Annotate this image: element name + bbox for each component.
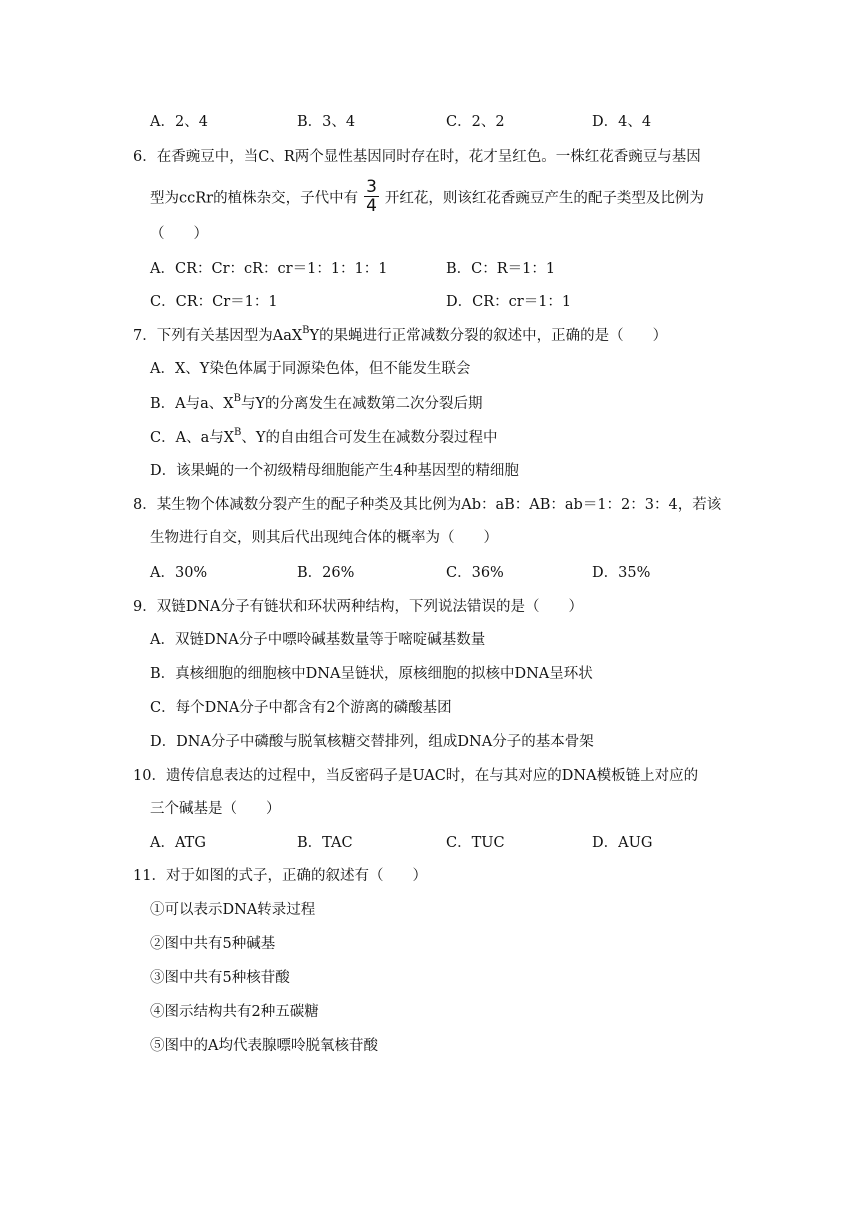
q8-option-b: B．26%	[297, 565, 355, 581]
q10-stem-line2: 三个碱基是（ ）	[150, 801, 281, 817]
q5-option-b: B．3、4	[297, 114, 356, 130]
q6-stem-line1: 6．在香豌豆中，当C、R两个显性基因同时存在时，花才呈红色。一株红花香豌豆与基因	[133, 149, 701, 165]
q9-stem: 9．双链DNA分子有链状和环状两种结构，下列说法错误的是（ ）	[133, 599, 584, 615]
q7-stem	[133, 326, 667, 346]
q5-option-c: C．2、2	[446, 114, 505, 130]
q6-option-a: A．CR：Cr：cR：cr＝1：1：1：1	[150, 261, 388, 277]
q6-stem-post: 开红花，则该红花香豌豆产生的配子类型及比例为	[384, 190, 704, 207]
q11-item-3: ③图中共有5种核苷酸	[150, 970, 290, 986]
q10-option-c: C．TUC	[446, 835, 505, 851]
q8-option-a: A．30%	[150, 565, 208, 581]
q11-stem: 11．对于如图的式子，正确的叙述有（ ）	[133, 868, 427, 884]
q6-option-c: C．CR：Cr＝1：1	[150, 294, 278, 310]
q7-option-d: D．该果蝇的一个初级精母细胞能产生4种基因型的精细胞	[150, 463, 519, 479]
q7-option-c-pre: C．A、a与X	[150, 430, 235, 446]
q8-option-d: D．35%	[592, 565, 651, 581]
q7-option-b-post: 与Y的分离发生在减数第二次分裂后期	[240, 396, 483, 412]
q6-answer-paren: （ ）	[150, 226, 208, 242]
q10-option-d: D．AUG	[592, 835, 653, 851]
q7-option-c-post: 、Y的自由组合可发生在减数分裂过程中	[241, 430, 498, 446]
q7-stem-post: Y的果蝇进行正常减数分裂的叙述中，正确的是（ ）	[309, 328, 668, 344]
q7-option-b	[150, 394, 483, 414]
q9-option-c: C．每个DNA分子中都含有2个游离的磷酸基团	[150, 700, 452, 716]
q6-stem-line2	[150, 177, 704, 217]
q6-fraction-denominator: 4	[366, 196, 377, 216]
q8-option-c: C．36%	[446, 565, 504, 581]
q9-option-a: A．双链DNA分子中嘌呤碱基数量等于嘧啶碱基数量	[150, 632, 486, 648]
q7-stem-sup: B	[302, 325, 310, 337]
q6-fraction-numerator: 3	[366, 177, 377, 197]
q5-option-d: D．4、4	[592, 114, 652, 130]
q7-option-b-pre: B．A与a、X	[150, 396, 234, 412]
q7-stem-pre: 7．下列有关基因型为AaX	[133, 328, 303, 344]
q9-option-d: D．DNA分子中磷酸与脱氧核糖交替排列，组成DNA分子的基本骨架	[150, 734, 594, 750]
q7-option-c-sup: B	[234, 427, 242, 439]
q11-item-5: ⑤图中的A均代表腺嘌呤脱氧核苷酸	[150, 1038, 378, 1054]
q8-stem-line1: 8．某生物个体减数分裂产生的配子种类及其比例为Ab：aB：AB：ab＝1：2：3：4，若该	[133, 497, 722, 513]
q10-option-b: B．TAC	[297, 835, 353, 851]
q10-stem-line1: 10．遗传信息表达的过程中，当反密码子是UAC时，在与其对应的DNA模板链上对应的	[133, 768, 699, 784]
q7-option-a: A．X、Y染色体属于同源染色体，但不能发生联会	[150, 361, 471, 377]
q11-item-2: ②图中共有5种碱基	[150, 936, 276, 952]
q7-option-c	[150, 428, 497, 448]
q9-option-b: B．真核细胞的细胞核中DNA呈链状，原核细胞的拟核中DNA呈环状	[150, 666, 593, 682]
q8-stem-line2: 生物进行自交，则其后代出现纯合体的概率为（ ）	[150, 530, 498, 546]
q6-option-d: D．CR：cr＝1：1	[446, 294, 572, 310]
q6-option-b: B．C：R＝1：1	[446, 261, 556, 277]
q10-option-a: A．ATG	[150, 835, 206, 851]
q5-option-a: A．2、4	[150, 114, 208, 130]
q11-item-4: ④图示结构共有2种五碳糖	[150, 1004, 319, 1020]
q6-fraction	[364, 178, 379, 215]
q6-stem-pre: 型为ccRr的植株杂交，子代中有	[150, 190, 359, 207]
q7-option-b-sup: B	[233, 393, 241, 405]
q11-item-1: ①可以表示DNA转录过程	[150, 902, 316, 918]
